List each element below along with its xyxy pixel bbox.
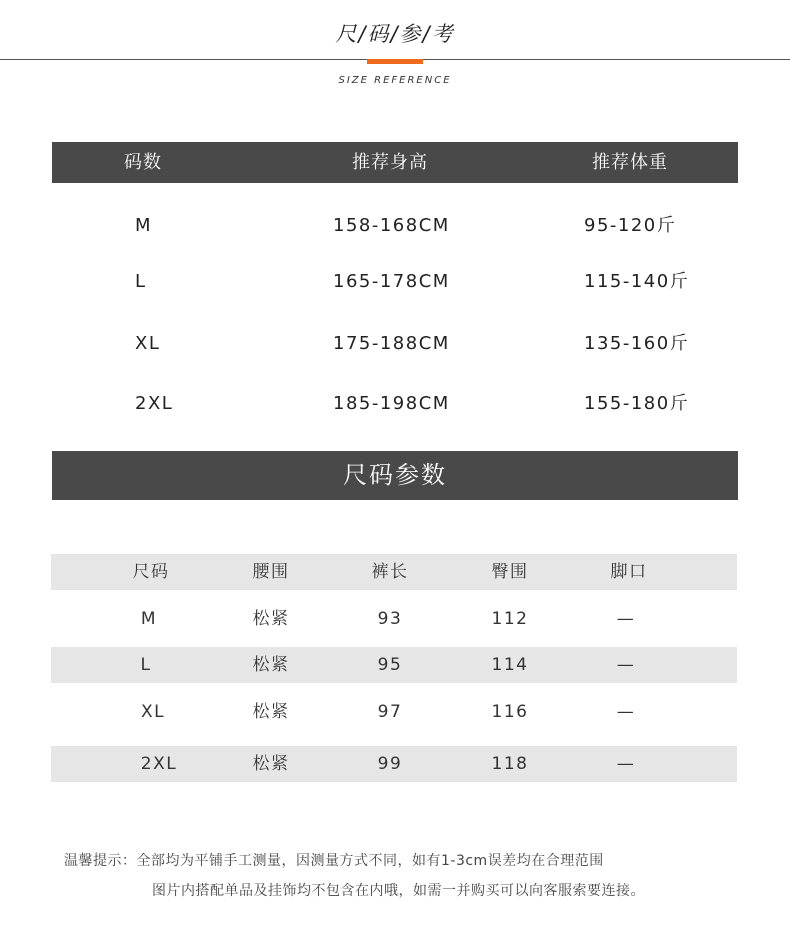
cell-waist: 松紧 xyxy=(252,655,290,675)
rec-height: 175-188CM xyxy=(333,333,450,354)
rec-weight: 135-160斤 xyxy=(584,333,690,354)
rec-size: L xyxy=(135,271,147,292)
rec-height: 158-168CM xyxy=(333,215,450,236)
cell-length: 99 xyxy=(377,754,403,774)
cell-size: XL xyxy=(140,702,166,722)
params-header-hip: 臀围 xyxy=(491,562,529,582)
page-subtitle: SIZE REFERENCE xyxy=(338,75,452,86)
cell-hem: — xyxy=(616,702,636,722)
cell-length: 97 xyxy=(377,702,403,722)
cell-hem: — xyxy=(616,609,636,629)
cell-hip: 118 xyxy=(491,754,529,774)
rec-weight: 115-140斤 xyxy=(584,271,690,292)
cell-hem: — xyxy=(616,754,636,774)
header-height: 推荐身高 xyxy=(352,152,428,173)
rec-weight: 95-120斤 xyxy=(584,215,677,236)
params-title: 尺码参数 xyxy=(52,451,738,500)
rec-size: 2XL xyxy=(135,393,174,414)
cell-hip: 114 xyxy=(491,655,529,675)
note-line-2: 图片内搭配单品及挂饰均不包含在内哦，如需一并购买可以向客服索要连接。 xyxy=(152,883,645,899)
cell-waist: 松紧 xyxy=(252,609,290,629)
cell-waist: 松紧 xyxy=(252,754,290,774)
table-row xyxy=(51,746,737,782)
cell-waist: 松紧 xyxy=(252,702,290,722)
cell-size: L xyxy=(140,655,152,675)
note-line-1: 温馨提示：全部均为平铺手工测量，因测量方式不同，如有1-3cm误差均在合理范围 xyxy=(64,853,604,869)
recommend-header xyxy=(52,142,738,183)
header-weight: 推荐体重 xyxy=(592,152,668,173)
cell-hip: 112 xyxy=(491,609,529,629)
cell-size: 2XL xyxy=(140,754,178,774)
params-header-hem: 脚口 xyxy=(610,562,648,582)
rec-size: M xyxy=(135,215,153,236)
table-row xyxy=(51,647,737,683)
rec-height: 165-178CM xyxy=(333,271,450,292)
table-row xyxy=(51,694,737,730)
cell-length: 95 xyxy=(377,655,403,675)
params-header-size: 尺码 xyxy=(132,562,170,582)
params-header-row xyxy=(51,554,737,590)
params-header-length: 裤长 xyxy=(371,562,409,582)
page-title: 尺/码/参/考 xyxy=(335,22,455,46)
rec-size: XL xyxy=(135,333,161,354)
header-size: 码数 xyxy=(124,152,162,173)
recommend-row xyxy=(0,392,790,416)
cell-hip: 116 xyxy=(491,702,529,722)
rec-weight: 155-180斤 xyxy=(584,393,690,414)
params-header-waist: 腰围 xyxy=(252,562,290,582)
rec-height: 185-198CM xyxy=(333,393,450,414)
table-row xyxy=(51,601,737,637)
cell-size: M xyxy=(140,609,158,629)
cell-length: 93 xyxy=(377,609,403,629)
recommend-row xyxy=(0,270,790,294)
cell-hem: — xyxy=(616,655,636,675)
accent-bar xyxy=(367,59,423,64)
recommend-row xyxy=(0,332,790,356)
recommend-row xyxy=(0,214,790,238)
